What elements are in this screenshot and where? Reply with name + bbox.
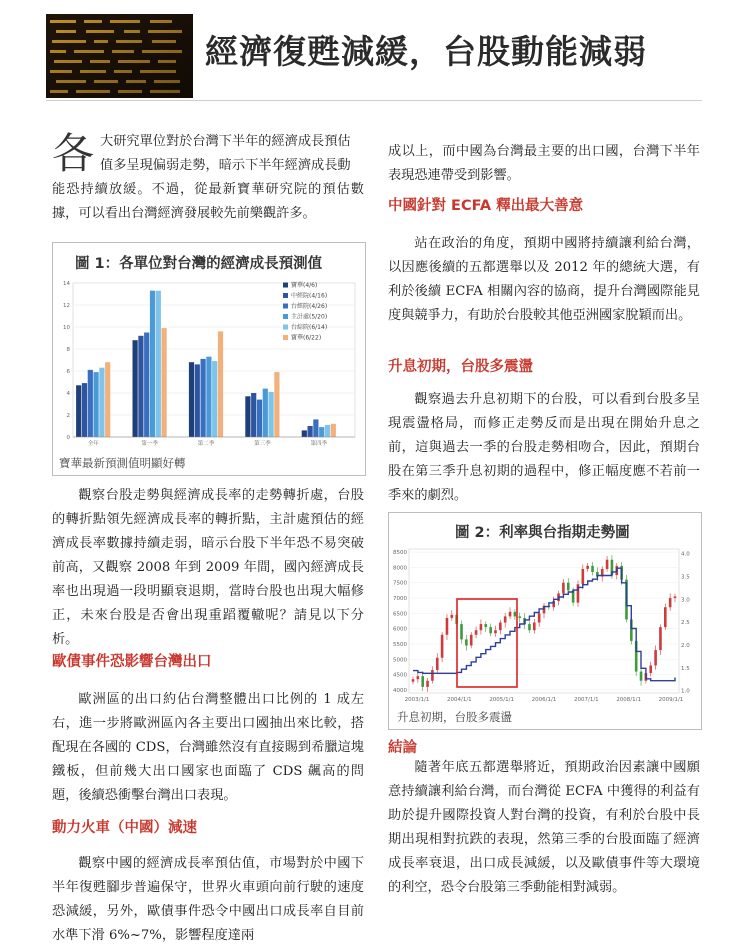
heading-conclusion: 結論 <box>388 740 417 756</box>
candle-body <box>533 623 536 631</box>
paragraph-conclusion-text: 隨著年底五都選舉將近，預期政治因素讓中國願意持續讓利給台灣，而台灣從 ECFA 中獲得的利益有助於提升國際投資人對台灣的投資，有利於台股中長期出現相對抗跌的表現，然第三季的台股面臨了經濟成長率衰退，出口成長減緩，以及歐債事件等大環境的利空，恐令台股第三季動能相對減弱。 <box>388 760 700 895</box>
legend-swatch <box>283 325 288 330</box>
y-left-tick-label: 8500 <box>393 550 407 557</box>
paragraph-china-cont-text: 成以上，而中國為台灣最主要的出口國，台灣下半年表現恐連帶受到影響。 <box>388 144 700 183</box>
intro-line-2: 值多呈現偏弱走勢，暗示下半年經濟成長動 <box>100 158 351 173</box>
y-right-tick-label: 2.5 <box>681 620 690 627</box>
y-tick-label: 14 <box>63 281 70 287</box>
y-right-tick-label: 1.5 <box>681 665 690 672</box>
bar <box>94 372 99 437</box>
intro-paragraph <box>52 130 364 226</box>
candle-body <box>664 607 667 627</box>
figure-2-title: 圖 2：利率與台指期走勢圖 <box>455 525 630 541</box>
candle-body <box>518 616 521 618</box>
candle-body <box>586 566 589 569</box>
bar <box>263 389 268 437</box>
legend-entry: 寶華(6/22) <box>291 334 322 342</box>
candle-body <box>489 627 492 633</box>
candle-body <box>460 624 463 639</box>
intro-rest: 能恐持續放緩。不過，從最新寶華研究院的預估數據，可以看出台灣經濟發展較先前樂觀許多。 <box>52 182 364 221</box>
x-tick-label: 2009/1/1 <box>658 697 684 703</box>
bar <box>331 424 336 437</box>
y-tick-label: 2 <box>66 413 70 419</box>
bar <box>138 336 143 437</box>
header-divider <box>46 100 702 101</box>
candle-body <box>417 676 420 679</box>
figure-1-title: 圖 1：各單位對台灣的經濟成長預測值 <box>75 256 323 272</box>
candle-body <box>504 616 507 622</box>
heading-china: 動力火車（中國）減速 <box>52 820 197 836</box>
candle-body <box>441 635 444 658</box>
bar <box>269 392 274 437</box>
candle-body <box>649 665 652 673</box>
x-tick-label: 2004/1/1 <box>446 697 472 703</box>
candle-body <box>436 658 439 670</box>
bar <box>156 291 161 437</box>
bar <box>162 328 167 437</box>
heading-europe: 歐債事件恐影響台灣出口 <box>52 654 212 670</box>
candle-body <box>640 672 643 681</box>
paragraph-china-text: 觀察中國的經濟成長率預估值，市場對於中國下半年復甦腳步普遍保守，世界火車頭向前行駛的速度恐減緩，另外，歐債事件恐令中國出口成長率自目前水準下滑 6%~7%，影響程度達兩 <box>52 856 364 943</box>
bar <box>99 368 104 437</box>
candle-body <box>446 618 449 635</box>
paragraph-europe <box>52 688 364 808</box>
candle-body <box>412 679 415 681</box>
candle-body <box>480 624 483 630</box>
candle-body <box>606 560 609 569</box>
legend-entry: 寶華(4/6) <box>291 282 318 289</box>
figure-2 <box>388 512 702 730</box>
paragraph-trend-text: 觀察台股走勢與經濟成長率的走勢轉折處，台股的轉折點領先經濟成長率的轉折點，主計處預估的經濟成長率數據持續走弱，暗示台股下半年恐不易突破前高，又觀察 2008 年到 2009 年間，國內經濟成長率也出現過一段明顯衰退期，當時台股也出現大幅修正，未來台股是否會出現重蹈覆轍呢？請見以下分析。 <box>52 488 364 647</box>
x-tick-label: 第二季 <box>197 441 215 447</box>
y-left-tick-label: 5000 <box>393 657 407 664</box>
y-right-tick-label: 2.0 <box>681 643 690 649</box>
candle-body <box>669 598 672 607</box>
paragraph-ecfa <box>388 232 700 328</box>
candle-body <box>538 613 541 622</box>
figure-1-caption: 寶華最新預測值明顯好轉 <box>59 456 186 470</box>
figure-2-chart <box>391 543 699 709</box>
legend-entry: 台經院(4/26) <box>291 303 328 310</box>
x-tick-label: 2007/1/1 <box>573 697 599 703</box>
bar <box>88 370 93 437</box>
candle-body <box>499 623 502 631</box>
x-tick-label: 全年 <box>87 441 99 447</box>
bar <box>144 333 149 438</box>
x-tick-label: 2008/1/1 <box>616 697 642 703</box>
figure-2-caption: 升息初期，台股多震盪 <box>397 710 512 724</box>
bar <box>82 383 87 437</box>
bar <box>206 357 211 437</box>
y-tick-label: 0 <box>66 435 70 441</box>
candle-body <box>475 630 478 635</box>
bar <box>195 364 200 437</box>
bar <box>189 362 194 437</box>
y-left-tick-label: 4000 <box>393 687 407 694</box>
bar <box>212 361 217 437</box>
candle-body <box>465 639 468 645</box>
bar <box>105 362 110 437</box>
candle-body <box>509 612 512 617</box>
bar <box>76 385 81 437</box>
candle-body <box>484 624 487 627</box>
x-tick-label: 第三季 <box>254 441 271 447</box>
candle-body <box>528 624 531 630</box>
candle-body <box>451 615 454 618</box>
bar <box>302 430 307 437</box>
bar <box>325 425 330 437</box>
drop-cap: 各 <box>52 129 95 178</box>
y-tick-label: 6 <box>66 369 70 375</box>
paragraph-trend <box>52 484 364 652</box>
x-tick-label: 2005/1/1 <box>489 697 515 703</box>
intro-line-1: 大研究單位對於台灣下半年的經濟成長預估 <box>100 134 351 149</box>
paragraph-china <box>52 852 364 948</box>
y-left-tick-label: 6000 <box>393 626 407 633</box>
legend-entry: 中經院(4/16) <box>291 292 328 300</box>
candle-body <box>674 596 677 598</box>
y-right-tick-label: 3.0 <box>681 597 690 604</box>
candle-body <box>514 612 517 617</box>
bar <box>150 291 155 437</box>
x-tick-label: 第四季 <box>310 441 328 447</box>
candle-body <box>562 583 565 594</box>
bar <box>133 340 138 437</box>
legend-entry: 台綜院(6/14) <box>291 324 328 331</box>
candle-body <box>494 630 497 633</box>
paragraph-china-cont <box>388 140 700 188</box>
figure-1 <box>52 242 366 476</box>
y-left-tick-label: 7000 <box>393 596 407 603</box>
figure-1-chart <box>57 275 361 453</box>
bar <box>251 393 256 437</box>
paragraph-ecfa-text: 站在政治的角度，預期中國將持續讓利給台灣，以因應後續的五都選舉以及 2012 年的總統大選，有利於後續 ECFA 相關內容的協商，提升台灣國際能見度與競爭力，有助於台股較其他亞洲國家脫穎而出。 <box>388 236 700 323</box>
y-right-tick-label: 4.0 <box>681 551 690 558</box>
paragraph-europe-text: 歐洲區的出口約佔台灣整體出口比例的 1 成左右，進一步將歐洲區內各主要出口國抽出來比較，搭配現在各國的 CDS，台灣雖然沒有直接賜到希臘這塊鐵板，但前幾大出口國家也面臨了 CDS 飆高的問題，後續恐衝擊台灣出口表現。 <box>52 692 364 803</box>
plot-frame <box>409 549 679 693</box>
bar <box>257 400 262 437</box>
y-left-tick-label: 8000 <box>393 565 407 572</box>
y-tick-label: 12 <box>63 303 70 309</box>
page-title: 經濟復甦減緩，台股動能減弱 <box>205 32 647 71</box>
bar <box>218 331 223 437</box>
paragraph-rate-hike-text: 觀察過去升息初期下的台股，可以看到台股多呈現震盪格局，而修正走勢反而是出現在開始升息之前，這與過去一季的台股走勢相吻合，因此，預期台股在第三季升息初期的過程中，修正幅度應不若前一季來的劇烈。 <box>388 392 700 503</box>
candle-body <box>421 676 424 687</box>
candle-body <box>591 566 594 572</box>
bar <box>245 396 250 437</box>
y-left-tick-label: 5500 <box>393 641 407 648</box>
y-left-tick-label: 6500 <box>393 611 407 618</box>
legend-swatch <box>283 304 288 309</box>
y-tick-label: 10 <box>63 325 70 331</box>
heading-ecfa: 中國針對 ECFA 釋出最大善意 <box>388 198 584 214</box>
legend-swatch <box>283 314 288 319</box>
candle-body <box>654 650 657 665</box>
heading-rate-hike: 升息初期，台股多震盪 <box>388 359 533 375</box>
legend-swatch <box>283 283 288 288</box>
y-right-tick-label: 1.0 <box>681 688 690 695</box>
candle-body <box>659 627 662 650</box>
bar <box>319 427 324 437</box>
candle-body <box>567 583 570 591</box>
y-tick-label: 4 <box>66 391 70 397</box>
x-tick-label: 2006/1/1 <box>531 697 557 703</box>
paragraph-rate-hike <box>388 388 700 508</box>
candle-body <box>426 681 429 687</box>
y-right-tick-label: 3.5 <box>681 574 690 581</box>
candle-body <box>582 569 585 584</box>
bar <box>313 419 318 437</box>
x-tick-label: 第一季 <box>141 441 158 447</box>
legend-swatch <box>283 335 288 340</box>
candle-body <box>431 670 434 681</box>
bar <box>308 426 313 437</box>
candle-body <box>470 635 473 646</box>
y-left-tick-label: 4500 <box>393 672 407 679</box>
paragraph-conclusion <box>388 756 700 900</box>
x-tick-label: 2003/1/1 <box>404 697 430 703</box>
header-photo <box>46 14 193 98</box>
y-tick-label: 8 <box>66 347 70 353</box>
legend-entry: 主計處(5/20) <box>291 313 328 321</box>
bar <box>274 372 279 437</box>
legend-swatch <box>283 293 288 298</box>
y-left-tick-label: 7500 <box>393 580 407 587</box>
bar <box>201 359 206 437</box>
